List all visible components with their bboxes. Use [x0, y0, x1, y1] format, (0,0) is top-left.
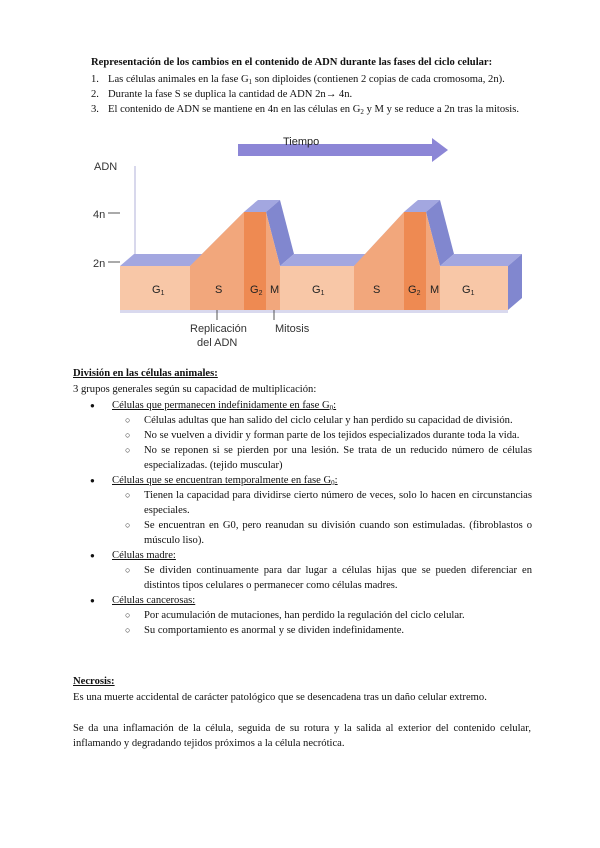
- group-item: ● Células cancerosas:: [86, 593, 532, 608]
- sub-item: ○ Por acumulación de mutaciones, han perdido la regulación del ciclo celular.: [125, 610, 465, 621]
- group-item: ● Células que permanecen indefinidamente en fase $G_0$:: [86, 398, 532, 413]
- circle-bullet-icon: ○: [125, 445, 131, 455]
- list-item: 3. El contenido de ADN se mantiene en 4n en las células en $G_2$ y M y se reduce a 2n tras la mitosis.: [91, 104, 519, 116]
- group-item: ● Células que se encuentran temporalmente en fase $G_0$:: [86, 473, 532, 488]
- circle-bullet-icon: ○: [125, 610, 131, 620]
- phase-label-s: S: [373, 284, 381, 296]
- necrosis-paragraph-2: Se da una inflamación de la célula, seguida de su rotura y la salida al exterior del contenido celular, inflamando y degradando tejidos próximos a la célula necrótica.: [73, 723, 531, 749]
- sub-item: ○ No se vuelven a dividir y forman parte de los tejidos especializados durante toda la vida.: [125, 430, 520, 441]
- phase-label-g2: G2: [250, 284, 263, 297]
- division-groups: [86, 398, 532, 638]
- bullet-icon: ●: [90, 476, 95, 485]
- phase-label-s: S: [215, 284, 223, 296]
- phase-label-g2: G2: [408, 284, 421, 297]
- circle-bullet-icon: ○: [125, 490, 131, 500]
- phase-label-g1: G1: [312, 284, 325, 297]
- replication-label-line2: del ADN: [197, 337, 238, 349]
- circle-bullet-icon: ○: [125, 625, 131, 635]
- bullet-icon: ●: [90, 401, 95, 410]
- dna-cycle-diagram: [86, 130, 526, 355]
- section-heading-dna: Representación de los cambios en el contenido de ADN durante las fases del ciclo celular:: [91, 57, 493, 68]
- mitosis-label: Mitosis: [275, 323, 310, 335]
- phase-label-m: M: [270, 284, 280, 296]
- sub-item: ○ Se encuentran en G0, pero reanudan su división cuando son estimuladas. (fibroblastos o músculo liso).: [125, 520, 532, 546]
- bullet-icon: ●: [90, 551, 95, 560]
- sub-item: ○ Tienen la capacidad para dividirse cierto número de veces, solo lo hacen en circunstancias especiales.: [125, 490, 532, 516]
- sub-item: ○ Células adultas que han salido del ciclo celular y han perdido su capacidad de división.: [125, 415, 513, 426]
- sub-item: ○ No se reponen si se pierden por una lesión. Se trata de un reducido número de células especializadas. (tejido muscular): [125, 445, 532, 471]
- circle-bullet-icon: ○: [125, 565, 131, 575]
- sub-item: ○ Su comportamiento es anormal y se dividen indefinidamente.: [125, 625, 405, 636]
- y-axis-label: ADN: [94, 161, 118, 173]
- tick-4n: 4n: [93, 209, 106, 221]
- circle-bullet-icon: ○: [125, 415, 131, 425]
- phase-label-m: M: [430, 284, 440, 296]
- block-g1-third: [440, 254, 522, 310]
- list-item: 2. Durante la fase S se duplica la cantidad de ADN 2n→ 4n.: [91, 89, 353, 100]
- time-arrow: [238, 138, 448, 162]
- phase-label-g1: G1: [462, 284, 475, 297]
- numbered-list: [91, 72, 531, 117]
- circle-bullet-icon: ○: [125, 430, 131, 440]
- sub-item: ○ Se dividen continuamente para dar lugar a células hijas que se pueden diferenciar en distintos tipos celulares o permanecer como células madres.: [125, 565, 532, 591]
- time-label: Tiempo: [283, 136, 320, 148]
- necrosis-paragraph-1: Es una muerte accidental de carácter patológico que se desencadena tras un daño celular extremo.: [73, 692, 487, 703]
- group-item: ● Células madre:: [86, 548, 532, 563]
- phase-label-g1: G1: [152, 284, 165, 297]
- necrosis-title: Necrosis:: [73, 676, 115, 687]
- division-title: División en las células animales:: [73, 368, 218, 379]
- tick-2n: 2n: [93, 258, 106, 270]
- circle-bullet-icon: ○: [125, 520, 131, 530]
- replication-label-line1: Replicación: [190, 323, 247, 335]
- division-intro: 3 grupos generales según su capacidad de multiplicación:: [73, 384, 317, 395]
- bullet-icon: ●: [90, 596, 95, 605]
- list-item: 1. Las células animales en la fase $G_1$ son diploides (contienen 2 copias de cada cromosoma, 2n).: [91, 74, 505, 86]
